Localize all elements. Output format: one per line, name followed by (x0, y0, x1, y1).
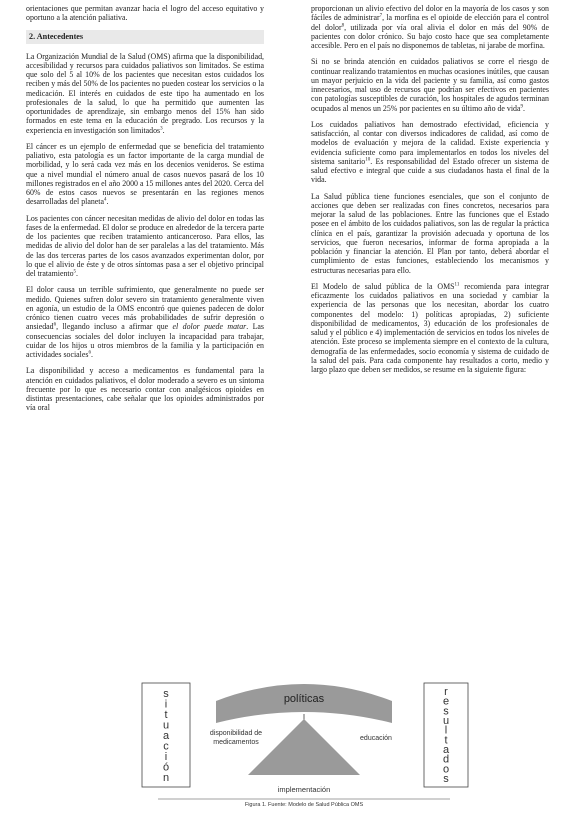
resultados-letter: r (444, 686, 448, 698)
citation-superscript: 4 (104, 197, 107, 203)
situacion-letter: n (162, 772, 170, 784)
paragraph-oms-availability: La Organización Mundial de la Salud (OMS) afirma que la disponibilidad, accesibilidad y recursos para cuidados paliativos son limitados. Se estima que solo del 5 al 10% de los pacientes que necesitan estos cuidados los reciben y más del 50% de los pacientes no pueden costear los servicios o la medicación. El interés en cuidados de este tipo ha aumentado en los profesionales de la salud, lo que ha permitido que aumenten las oportunidades de aprendizaje, sin embargo menos del 15% han sido formados en este tema en la educación de pregrado. Los recursos y la experiencia en investigación son limitados$^3$. (26, 51, 264, 135)
implementacion-label: implementación (277, 785, 331, 794)
resultados-letter: u (442, 715, 450, 727)
disponibilidad-label-line1: disponibilidad de (209, 730, 263, 737)
resultados-letter: o (442, 763, 450, 776)
paragraph-risk-without-care: Si no se brinda atención en cuidados paliativos se corre el riesgo de continuar realizando tratamientos en muchas ocasiones inútiles, que causan un mayor perjuicio en la vida del paciente y su familia, así como gastos innecesarios, mal uso de recursos que podrían ser efectivos en pacientes con patologías susceptibles de curación, los hospitales de agudos terminan ocupados al menos un 25% por pacientes en su último año de vida$^9$. (311, 57, 549, 113)
citation-superscript: 10 (365, 157, 371, 163)
citation-superscript: 6 (88, 350, 91, 356)
situacion-letter: a (162, 730, 170, 742)
educacion-label: educación (360, 735, 392, 742)
situacion-letter: s (163, 688, 169, 700)
situacion-letter: ó (162, 761, 170, 774)
resultados-letter: e (442, 695, 450, 708)
paragraph-intro-continued: orientaciones que permitan avanzar hacia el logro del acceso equitativo y oportuno a la atención paliativa. (26, 4, 264, 23)
situacion-letter: t (164, 709, 168, 721)
resultados-letter: l (444, 724, 448, 737)
citation-superscript: 5 (73, 269, 77, 275)
figure-oms-model (26, 681, 552, 807)
resultados-letter: s (443, 705, 449, 718)
section-heading-antecedentes: 2. Antecedentes (26, 30, 264, 44)
situacion-letter: i (164, 751, 168, 763)
figure-caption: Figura 1. Fuente: Modelo de Salud Pública OMS (244, 802, 364, 807)
model-triangle (248, 719, 360, 775)
resultados-letter: t (444, 734, 448, 747)
politicas-label: políticas (283, 693, 325, 705)
resultados-letter: d (442, 753, 450, 766)
situacion-letter: i (164, 698, 168, 711)
citation-superscript: 11 (454, 282, 460, 288)
situacion-letter: c (163, 740, 169, 753)
right-column (311, 4, 549, 381)
paragraph-pain-relief: Los pacientes con cáncer necesitan medidas de alivio del dolor en todas las fases de la enfermedad. El dolor se produce en alrededor de la tercera parte de los pacientes que reciben tratamiento anticanceroso. Para ellos, las medidas de alivio del dolor han de ser paralelas a las del tratamiento. Más de las dos terceras partes de los casos avanzados experimentan dolor, por lo que el alivio de éste y de otros síntomas pasa a ser el objetivo principal del tratamiento$^5$. (26, 213, 264, 278)
citation-superscript: 3 (160, 125, 163, 131)
situacion-letter: u (162, 719, 170, 732)
figure-diagram (26, 681, 552, 807)
citation-superscript: 7 (379, 13, 383, 19)
citation-superscript: 8 (341, 22, 345, 28)
resultados-letter: a (442, 744, 450, 756)
paragraph-pain-suffering: El dolor causa un terrible sufrimiento, que generalmente no puede ser medido. Quienes sufren dolor severo sin tratamiento generalmente viven en agonía, un estudio de la OMS encontró que quienes padecen de dolor crónico tienen cuatro veces más probabilidades de sufrir depresión o ansiedad$^6$, llegando incluso a afirmar que el dolor puede matar. Las consecuencias sociales del dolor incluyen la incapacidad para trabajar, cuidar de los hijos u otros miembros de la familia y la participación en actividades sociales$^6$. (26, 285, 264, 359)
paragraph-cancer-burden: El cáncer es un ejemplo de enfermedad que se beneficia del tratamiento paliativo, esta patología es un factor importante de la carga mundial de morbilidad, y lo será cada vez más en los decenios venideros. Se estima que a nivel mundial el número anual de casos nuevos pasará de los 10 millones registrados en el año 2000 a 15 millones antes del 2020. Cerca del 60% de estos casos nuevos se presentarán en las regiones menos desarrolladas del planeta$^4$. (26, 141, 264, 207)
paragraph-public-health-functions: La Salud pública tiene funciones esenciales, que son el conjunto de acciones que deben ser realizadas con fines concretos, necesarios para mejorar la salud de las poblaciones. Entre las funciones que el Estado posee en el ámbito de los cuidados paliativos, son las de regular la práctica clínica en el país, garantizar la provisión adecuada y oportuna de los servicios, que fueron necesarios, informar de forma apropiada a la población y financiar la atención. El Plan por tanto, deberá abordar el cumplimiento de estas funciones, estableciendo los mecanismos y estructuras necesarias para ello. (311, 191, 549, 275)
paragraph-opioids-morphine: proporcionan un alivio efectivo del dolor en la mayoría de los casos y son fáciles de administrar$^7$, la morfina es el opioide de elección para el control del dolor$^8$, utilizada por vía oral alivia el dolor en más del 90% de pacientes con dolor crónico. Su bajo costo hace que sea completamente accesible. Pero en el país no disponemos de tabletas, ni jarabe de morfina. (311, 4, 549, 50)
paragraph-effectiveness: Los cuidados paliativos han demostrado efectividad, eficiencia y satisfacción, al contar con diversos indicadores de calidad, así como de modelos de evaluación y mejora de la calidad. Existe experiencia y evidencia suficiente como para implementarlos en todos los niveles del sistema sanitario$^{10}$. Es responsabilidad del Estado ofrecer un sistema de salud efectivo e integral que cuide a sus ciudadanos hasta el final de la vida. (311, 119, 549, 185)
left-column (26, 4, 264, 420)
citation-superscript: 6 (53, 322, 57, 328)
resultados-letter: s (443, 773, 449, 785)
emphasis-text: el dolor puede matar (172, 322, 247, 332)
paragraph-medication-access: La disponibilidad y acceso a medicamentos es fundamental para la atención en cuidados paliativos, el dolor moderado a severo es un síntoma frecuente por lo que es necesario contar con analgésicos opioides en distintas presentaciones, cabe señalar que los opioides administrados por vía oral (26, 366, 264, 413)
citation-superscript: 9 (520, 103, 523, 109)
paragraph-oms-model: El Modelo de salud pública de la OMS$^{11}$ recomienda para integrar eficazmente los cuidados paliativos en una sociedad y cambiar la experiencia de las personas que los necesitan, abordar los cuatro componentes del modelo: 1) políticas apropiadas, 2) suficiente disponibilidad de medicamentos, 3) educación de los profesionales de salud y el público e 4) implementación de servicios en todos los niveles de atención. Este proceso se implementa siempre en el contexto de la cultura, demografía de las enfermedades, socio economía y sistema de cuidado de la salud del país. Para cada componente hay resultados a corto, medio y largo plazo que deben ser medidos, se resume en la siguiente figura: (311, 281, 549, 374)
disponibilidad-label-line2: medicamentos (213, 739, 259, 746)
